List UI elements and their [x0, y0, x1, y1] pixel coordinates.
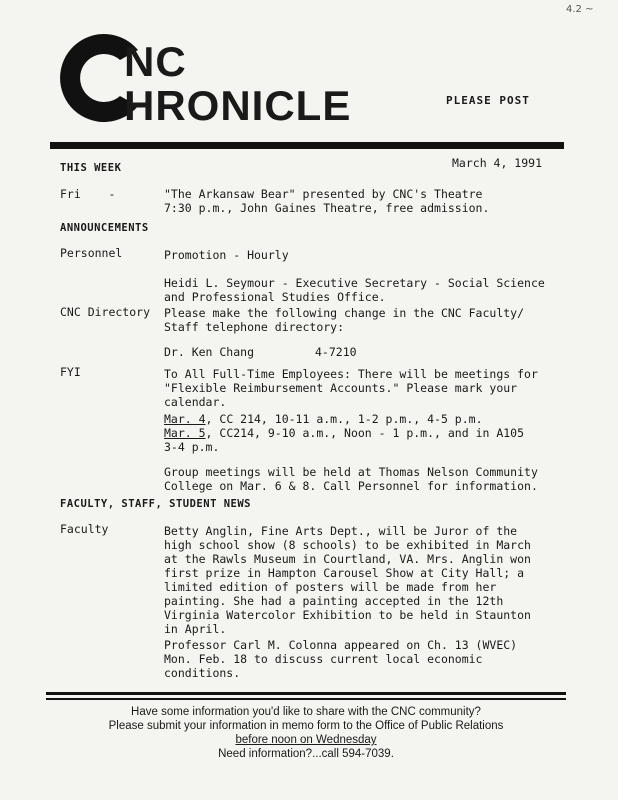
fyi-group-text: Group meetings will be held at Thomas Nelson Community College on Mar. 6 & 8. Call Personnel for information. — [164, 465, 538, 493]
fyi-schedule-mar5 — [164, 426, 524, 440]
directory-text: Please make the following change in the CNC Faculty/ Staff telephone directory: — [164, 306, 525, 334]
this-week-heading: THIS WEEK — [60, 162, 122, 174]
please-post-label: PLEASE POST — [446, 94, 530, 107]
personnel-label: Personnel — [60, 246, 123, 260]
faculty-news-para2: Professor Carl M. Colonna appeared on Ch. 13 (WVEC) Mon. Feb. 18 to discuss current local economic conditions. — [164, 638, 518, 680]
footer-line1: Have some information you'd like to share with the CNC community? — [131, 706, 481, 718]
directory-label: CNC Directory — [60, 305, 151, 319]
faculty-label: Faculty — [60, 522, 109, 536]
footer-contact: Need information?...call 594-7039. — [218, 748, 394, 760]
footer-deadline: before noon on Wednesday — [235, 734, 377, 746]
mar5-date: Mar. 5 — [164, 426, 206, 440]
masthead-line2: HRONICLE — [124, 82, 352, 129]
fyi-label: FYI — [60, 365, 81, 379]
personnel-title: Promotion - Hourly — [164, 248, 289, 262]
masthead-line1: NC — [124, 38, 187, 85]
directory-phone: 4-7210 — [315, 345, 357, 359]
issue-date: March 4, 1991 — [452, 156, 543, 170]
mar5-text-continued: 3-4 p.m. — [164, 440, 220, 454]
mar4-date: Mar. 4 — [164, 412, 206, 426]
this-week-text: "The Arkansaw Bear" presented by CNC's Theatre 7:30 p.m., John Gaines Theatre, free admission. — [164, 187, 490, 215]
fyi-text: To All Full-Time Employees: There will be meetings for "Flexible Reimbursement Accounts." Please mark your calendar. — [164, 367, 538, 409]
fyi-schedule-mar4 — [164, 412, 483, 426]
announcements-heading: ANNOUNCEMENTS — [60, 222, 149, 234]
mar5-text: , CC214, 9-10 a.m., Noon - 1 p.m., and in A105 — [205, 426, 525, 440]
news-heading: FACULTY, STAFF, STUDENT NEWS — [60, 498, 252, 510]
faculty-news-para1: Betty Anglin, Fine Arts Dept., will be Juror of the high school show (8 schools) to be exhibited in March at the Rawls Museum in Courtland, VA. Mrs. Anglin won first prize in Hampton Carousel Show at City Hall; a limited edition of posters will be made from her painting. She had a painting accepted in the 12th Virginia Watercolor Exhibition to be held in Staunton in April. — [164, 524, 531, 636]
mar4-text: , CC 214, 10-11 a.m., 1-2 p.m., 4-5 p.m. — [205, 412, 483, 426]
corner-note: 4.2 ~ — [566, 4, 594, 15]
footer-rule-top — [46, 692, 566, 695]
header-rule — [50, 142, 564, 149]
footer-rule-bottom — [46, 698, 566, 700]
this-week-label: Fri - — [60, 187, 116, 201]
personnel-text: Heidi L. Seymour - Executive Secretary - Social Science and Professional Studies Office. — [164, 276, 545, 304]
directory-name: Dr. Ken Chang — [164, 345, 255, 359]
footer-line2: Please submit your information in memo form to the Office of Public Relations — [108, 720, 504, 732]
